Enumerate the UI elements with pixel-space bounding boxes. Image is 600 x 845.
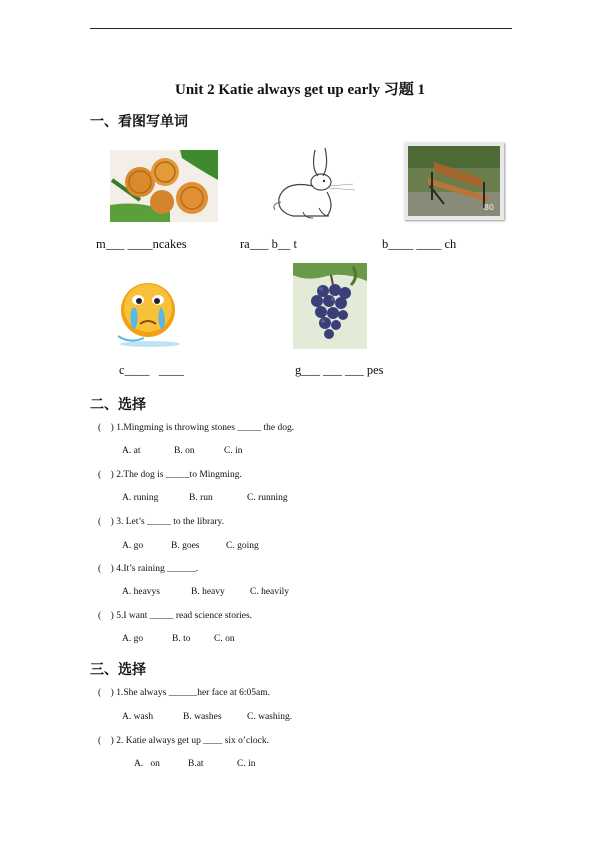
s2-question-3: ( ) 3. Let’s _____ to the library. — [98, 517, 225, 527]
s2-q3-option-a: A. go — [122, 541, 144, 551]
s2-q2-option-c: C. running — [247, 493, 288, 503]
page-title: Unit 2 Katie always get up early 习题 1 — [175, 82, 425, 98]
s3-question-1: ( ) 1.She always ______her face at 6:05am. — [98, 688, 271, 698]
s2-q2-option-a: A. runing — [122, 493, 159, 503]
s2-question-4: ( ) 4.It’s raining ______. — [98, 564, 199, 574]
word-blank-rabbit: ra___ b__ t — [240, 237, 297, 251]
s2-q1-option-c: C. in — [224, 446, 243, 456]
s2-q3-option-c: C. going — [226, 541, 259, 551]
s2-question-5: ( ) 5.I want _____ read science stories. — [98, 611, 253, 621]
s3-question-2: ( ) 2. Katie always get up ____ six o’clock. — [98, 736, 269, 746]
rabbit-image — [263, 146, 359, 222]
mooncakes-image — [110, 150, 218, 222]
s2-q4-option-b: B. heavy — [191, 587, 225, 597]
s3-q2-option-a: A. on — [134, 759, 160, 769]
s3-q1-option-c: C. washing. — [247, 712, 293, 722]
s2-q5-option-c: C. on — [214, 634, 235, 644]
s3-q1-option-a: A. wash — [122, 712, 154, 722]
s2-q4-option-c: C. heavily — [250, 587, 290, 597]
section3-heading: 三、选择 — [90, 662, 146, 678]
grapes-image — [293, 263, 367, 349]
s2-question-2: ( ) 2.The dog is _____to Mingming. — [98, 470, 242, 480]
s3-q2-option-b: B.at — [188, 759, 204, 769]
s2-q4-option-a: A. heavys — [122, 587, 160, 597]
section1-heading: 一、看图写单词 — [90, 114, 188, 130]
bench-image — [404, 142, 504, 220]
word-blank-mooncakes: m___ ____ncakes — [96, 237, 187, 251]
word-blank-cry: c____ ____ — [119, 363, 184, 377]
s3-q2-option-c: C. in — [237, 759, 256, 769]
section2-heading: 二、选择 — [90, 397, 146, 413]
s2-q1-option-b: B. on — [174, 446, 195, 456]
s2-q5-option-b: B. to — [172, 634, 191, 644]
s3-q1-option-b: B. washes — [183, 712, 222, 722]
bench-watermark: 80 — [483, 203, 494, 212]
word-blank-bench: b____ ____ ch — [382, 237, 457, 251]
s2-q1-option-a: A. at — [122, 446, 141, 456]
crying-face-image — [110, 278, 188, 348]
word-blank-grapes: g___ ___ ___ pes — [295, 363, 384, 377]
s2-q2-option-b: B. run — [189, 493, 213, 503]
s2-question-1: ( ) 1.Mingming is throwing stones _____ the dog. — [98, 423, 295, 433]
s2-q5-option-a: A. go — [122, 634, 144, 644]
top-rule — [90, 28, 512, 29]
s2-q3-option-b: B. goes — [171, 541, 200, 551]
